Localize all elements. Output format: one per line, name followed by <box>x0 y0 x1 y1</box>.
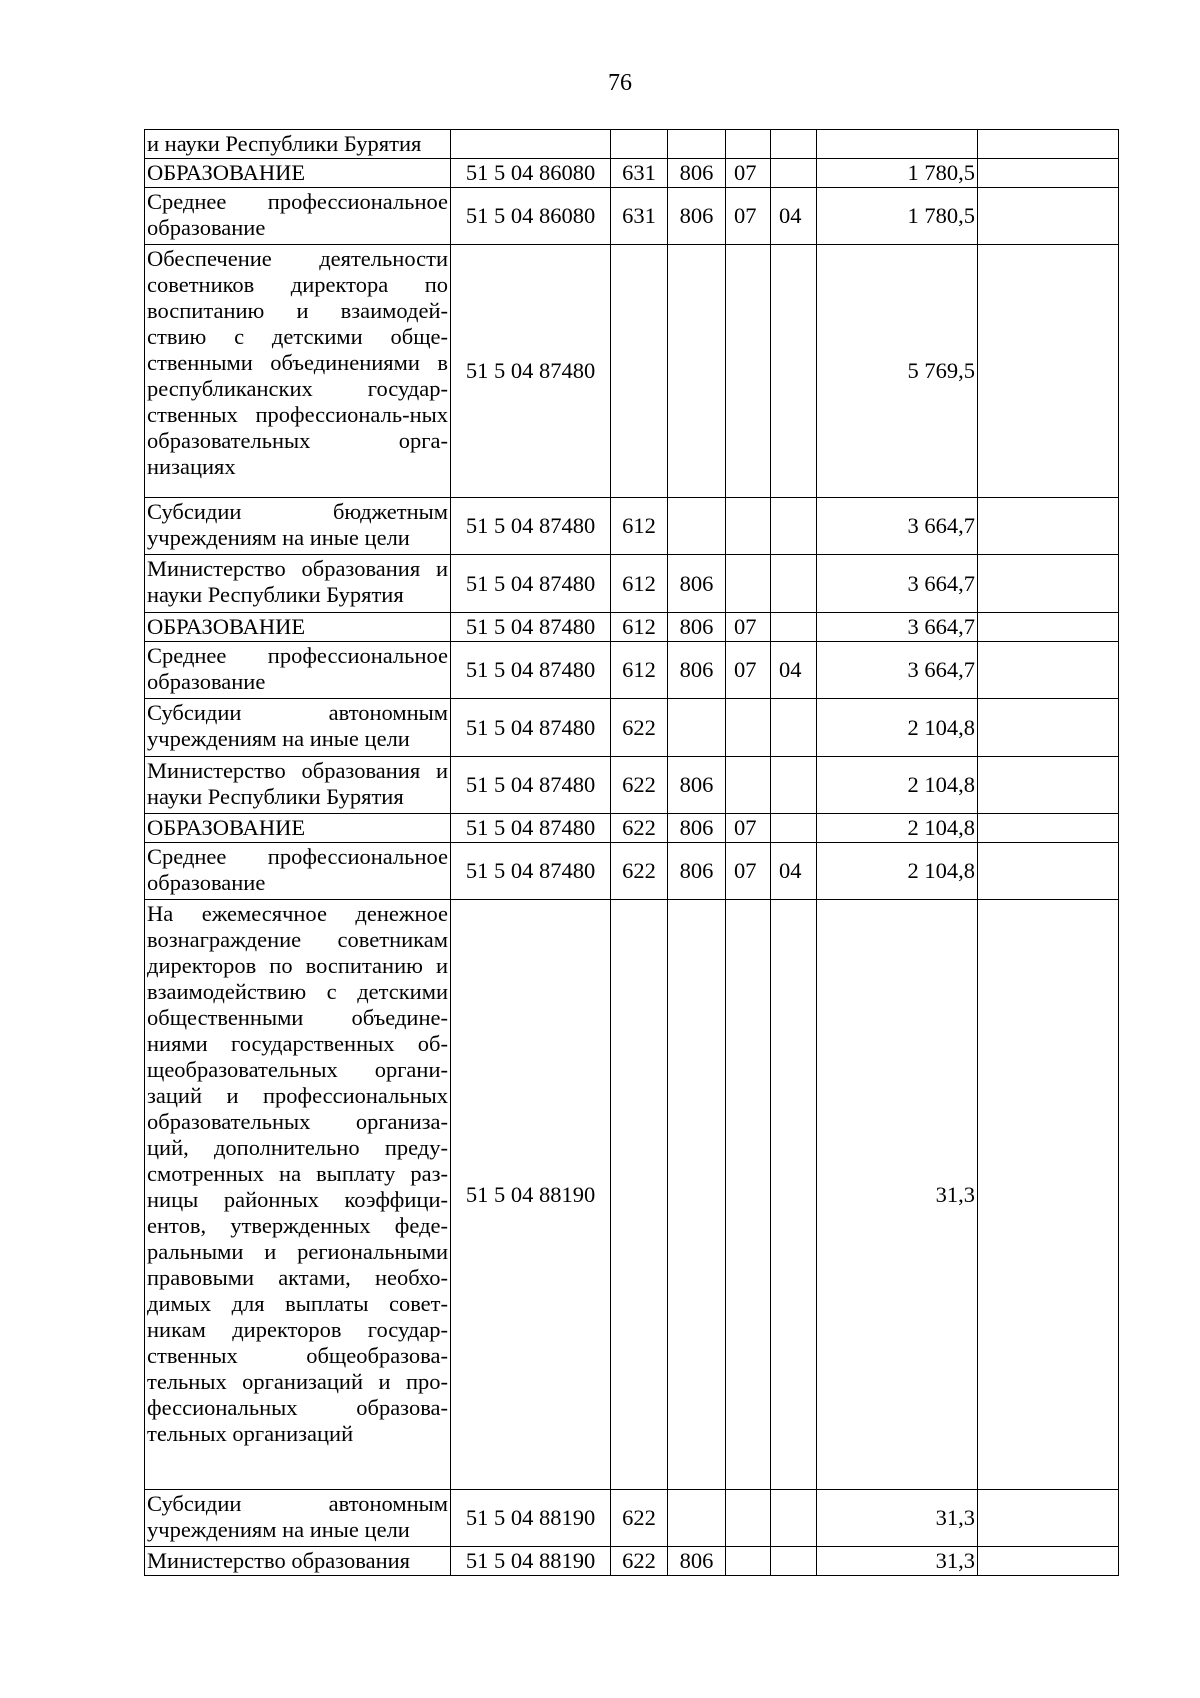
section-code-cell <box>726 1490 771 1547</box>
amount-cell: 2 104,8 <box>817 814 978 843</box>
table-row <box>145 245 1119 498</box>
empty-cell <box>978 1490 1119 1547</box>
administrator-code-cell: 806 <box>668 159 726 188</box>
administrator-code-cell: 806 <box>668 642 726 699</box>
section-code-cell <box>726 555 771 613</box>
administrator-code-cell <box>668 498 726 555</box>
target-article-code-cell: 51 5 04 87480 <box>451 245 611 498</box>
section-code-cell: 07 <box>726 843 771 900</box>
empty-cell <box>978 900 1119 1490</box>
section-code-cell: 07 <box>726 814 771 843</box>
empty-cell <box>978 613 1119 642</box>
administrator-code-cell: 806 <box>668 613 726 642</box>
row-name-cell: ОБРАЗОВАНИЕ <box>145 814 451 843</box>
empty-cell <box>978 498 1119 555</box>
amount-cell: 2 104,8 <box>817 699 978 757</box>
budget-table <box>144 129 1119 1576</box>
table-row <box>145 1547 1119 1576</box>
row-name-cell: Среднее профессиональное образование <box>145 843 451 900</box>
empty-cell <box>978 245 1119 498</box>
row-name-cell: Среднее профессиональное образование <box>145 188 451 245</box>
section-code-cell: 07 <box>726 188 771 245</box>
subsection-code-cell <box>771 613 817 642</box>
amount-cell: 31,3 <box>817 1547 978 1576</box>
target-article-code-cell: 51 5 04 87480 <box>451 498 611 555</box>
target-article-code-cell: 51 5 04 87480 <box>451 757 611 814</box>
row-name-cell: Среднее профессиональное образование <box>145 642 451 699</box>
empty-cell <box>978 1547 1119 1576</box>
row-name-cell: Субсидии автономным учреждениям на иные цели <box>145 1490 451 1547</box>
section-code-cell <box>726 699 771 757</box>
row-name-cell: ОБРАЗОВАНИЕ <box>145 613 451 642</box>
subsection-code-cell <box>771 245 817 498</box>
row-name-cell: Министерство образования и науки Республики Бурятия <box>145 757 451 814</box>
expense-type-code-cell <box>611 130 668 159</box>
expense-type-code-cell <box>611 245 668 498</box>
administrator-code-cell: 806 <box>668 188 726 245</box>
table-row <box>145 642 1119 699</box>
table-row <box>145 555 1119 613</box>
subsection-code-cell: 04 <box>771 642 817 699</box>
target-article-code-cell: 51 5 04 87480 <box>451 699 611 757</box>
table-row <box>145 843 1119 900</box>
subsection-code-cell <box>771 130 817 159</box>
administrator-code-cell: 806 <box>668 757 726 814</box>
administrator-code-cell <box>668 130 726 159</box>
target-article-code-cell: 51 5 04 87480 <box>451 555 611 613</box>
expense-type-code-cell: 622 <box>611 814 668 843</box>
row-name-cell: Министерство образования <box>145 1547 451 1576</box>
empty-cell <box>978 757 1119 814</box>
subsection-code-cell: 04 <box>771 843 817 900</box>
row-name-cell: Субсидии автономным учреждениям на иные цели <box>145 699 451 757</box>
subsection-code-cell <box>771 498 817 555</box>
section-code-cell: 07 <box>726 642 771 699</box>
empty-cell <box>978 642 1119 699</box>
subsection-code-cell <box>771 159 817 188</box>
table-row <box>145 130 1119 159</box>
target-article-code-cell: 51 5 04 87480 <box>451 814 611 843</box>
expense-type-code-cell: 631 <box>611 188 668 245</box>
amount-cell: 3 664,7 <box>817 555 978 613</box>
table-row <box>145 757 1119 814</box>
subsection-code-cell: 04 <box>771 188 817 245</box>
expense-type-code-cell: 612 <box>611 555 668 613</box>
row-name-cell: и науки Республики Бурятия <box>145 130 451 159</box>
target-article-code-cell <box>451 130 611 159</box>
table-row <box>145 1490 1119 1547</box>
amount-cell: 5 769,5 <box>817 245 978 498</box>
row-name-cell: Обеспечение деятельности советников директора по воспитанию и взаимодей-ствию с детскими обще-ственными объединениями в республиканских государ-ственных профессиональ-ных образовательных орга-низациях <box>145 245 451 498</box>
expense-type-code-cell: 612 <box>611 613 668 642</box>
section-code-cell <box>726 1547 771 1576</box>
table-body <box>145 130 1119 1576</box>
target-article-code-cell: 51 5 04 88190 <box>451 1547 611 1576</box>
page-number: 76 <box>608 70 632 96</box>
table-row <box>145 159 1119 188</box>
amount-cell: 3 664,7 <box>817 642 978 699</box>
target-article-code-cell: 51 5 04 88190 <box>451 900 611 1490</box>
expense-type-code-cell <box>611 900 668 1490</box>
empty-cell <box>978 130 1119 159</box>
expense-type-code-cell: 622 <box>611 1490 668 1547</box>
subsection-code-cell <box>771 555 817 613</box>
table-row <box>145 188 1119 245</box>
expense-type-code-cell: 622 <box>611 1547 668 1576</box>
empty-cell <box>978 699 1119 757</box>
administrator-code-cell <box>668 900 726 1490</box>
administrator-code-cell: 806 <box>668 814 726 843</box>
row-name-cell: Министерство образования и науки Республики Бурятия <box>145 555 451 613</box>
expense-type-code-cell: 622 <box>611 757 668 814</box>
subsection-code-cell <box>771 900 817 1490</box>
subsection-code-cell <box>771 1490 817 1547</box>
section-code-cell <box>726 130 771 159</box>
section-code-cell <box>726 757 771 814</box>
subsection-code-cell <box>771 814 817 843</box>
amount-cell <box>817 130 978 159</box>
empty-cell <box>978 555 1119 613</box>
administrator-code-cell: 806 <box>668 1547 726 1576</box>
expense-type-code-cell: 622 <box>611 699 668 757</box>
amount-cell: 3 664,7 <box>817 498 978 555</box>
expense-type-code-cell: 622 <box>611 843 668 900</box>
amount-cell: 31,3 <box>817 900 978 1490</box>
row-name-cell: На ежемесячное денежное вознаграждение советникам директоров по воспитанию и взаимодействию с детскими общественными объедине-ниями государственных об-щеобразовательных органи-заций и профессиональных образовательных организа-ций, дополнительно преду-смотренных на выплату раз-ницы районных коэффици-ентов, утвержденных феде-ральными и региональными правовыми актами, необхо-димых для выплаты совет-никам директоров государ-ственных общеобразова-тельных организаций и про-фессиональных образова-тельных организаций <box>145 900 451 1490</box>
empty-cell <box>978 159 1119 188</box>
expense-type-code-cell: 631 <box>611 159 668 188</box>
section-code-cell <box>726 498 771 555</box>
subsection-code-cell <box>771 699 817 757</box>
empty-cell <box>978 188 1119 245</box>
target-article-code-cell: 51 5 04 87480 <box>451 843 611 900</box>
target-article-code-cell: 51 5 04 86080 <box>451 159 611 188</box>
table-row <box>145 699 1119 757</box>
expense-type-code-cell: 612 <box>611 498 668 555</box>
table-row <box>145 814 1119 843</box>
administrator-code-cell: 806 <box>668 555 726 613</box>
table-row <box>145 498 1119 555</box>
table-row <box>145 613 1119 642</box>
subsection-code-cell <box>771 1547 817 1576</box>
subsection-code-cell <box>771 757 817 814</box>
table-row <box>145 900 1119 1490</box>
empty-cell <box>978 843 1119 900</box>
amount-cell: 2 104,8 <box>817 757 978 814</box>
administrator-code-cell <box>668 1490 726 1547</box>
amount-cell: 1 780,5 <box>817 188 978 245</box>
amount-cell: 2 104,8 <box>817 843 978 900</box>
amount-cell: 31,3 <box>817 1490 978 1547</box>
administrator-code-cell <box>668 699 726 757</box>
section-code-cell <box>726 900 771 1490</box>
expense-type-code-cell: 612 <box>611 642 668 699</box>
amount-cell: 1 780,5 <box>817 159 978 188</box>
section-code-cell: 07 <box>726 613 771 642</box>
target-article-code-cell: 51 5 04 87480 <box>451 613 611 642</box>
administrator-code-cell: 806 <box>668 843 726 900</box>
row-name-cell: ОБРАЗОВАНИЕ <box>145 159 451 188</box>
target-article-code-cell: 51 5 04 86080 <box>451 188 611 245</box>
section-code-cell: 07 <box>726 159 771 188</box>
amount-cell: 3 664,7 <box>817 613 978 642</box>
administrator-code-cell <box>668 245 726 498</box>
target-article-code-cell: 51 5 04 87480 <box>451 642 611 699</box>
row-name-cell: Субсидии бюджетным учреждениям на иные цели <box>145 498 451 555</box>
section-code-cell <box>726 245 771 498</box>
empty-cell <box>978 814 1119 843</box>
target-article-code-cell: 51 5 04 88190 <box>451 1490 611 1547</box>
